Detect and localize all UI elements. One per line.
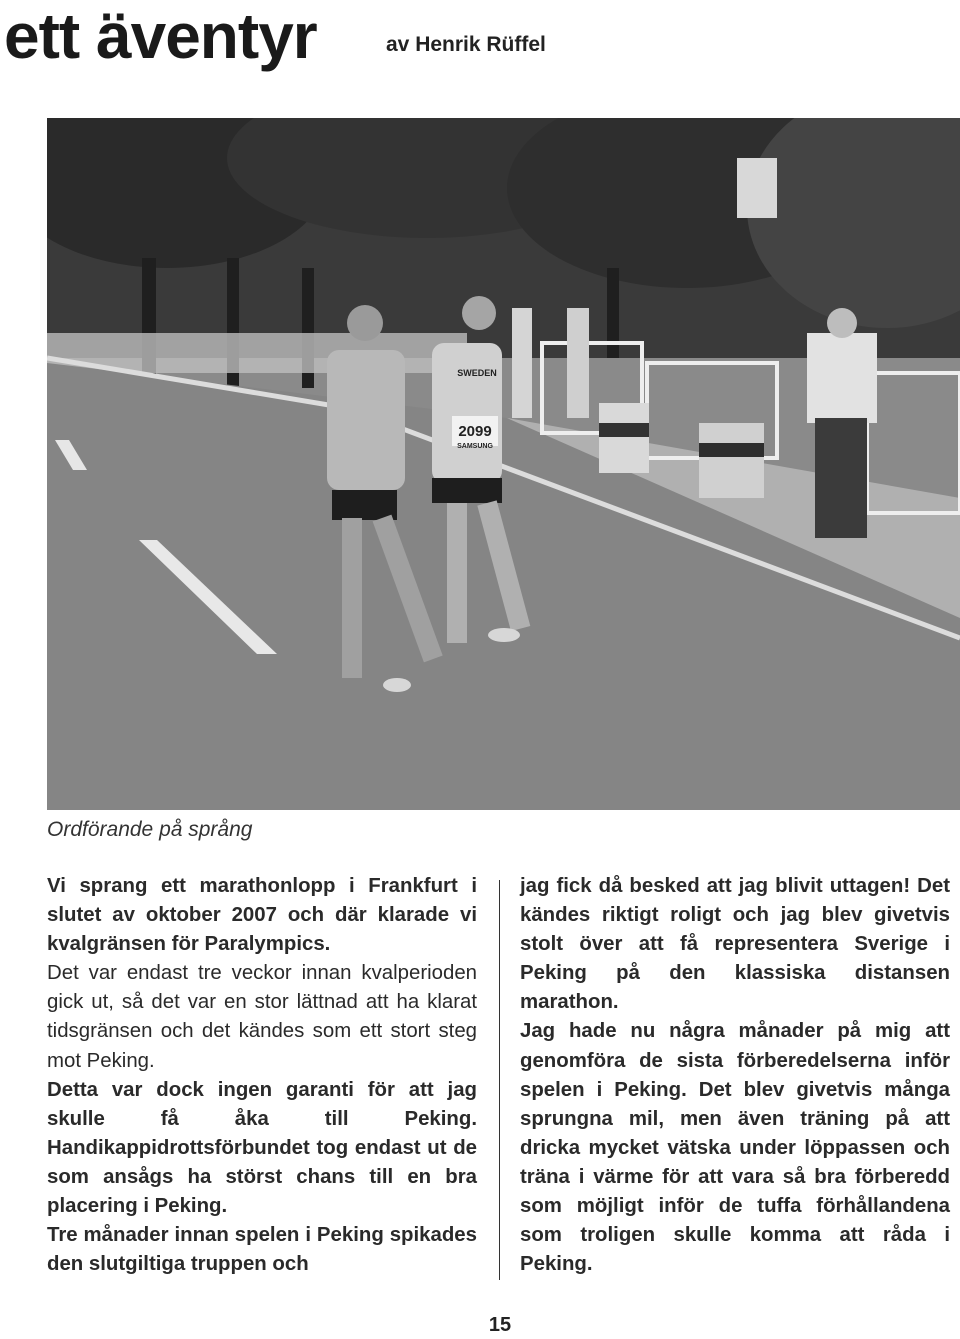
author-byline: av Henrik Rüffel (386, 33, 546, 56)
article-column-right (520, 872, 950, 1279)
article-headline: ett äventyr (4, 0, 317, 72)
article-column-left (47, 872, 477, 1279)
paragraph: Vi sprang ett marathonlopp i Frankfurt i slutet av oktober 2007 och där klarade vi kvalgränsen för Paralympics. (47, 875, 477, 956)
photo-caption: Ordförande på språng (47, 818, 253, 841)
paragraph: Detta var dock ingen garanti för att jag skulle få åka till Peking. Handikappidrottsförbundet tog endast ut de som ansågs ha störst chans till en bra placering i Peking. (47, 1078, 477, 1218)
vest-text: SWEDEN (457, 368, 497, 378)
paragraph: Det var endast tre veckor innan kvalperioden gick ut, så det var en stor lättnad att ha klarat tidsgränsen och det kändes som ett stort steg mot Peking. (47, 962, 477, 1072)
article-photo (47, 118, 960, 810)
paragraph: Tre månader innan spelen i Peking spikades den slutgiltiga truppen och (47, 1224, 477, 1276)
paragraph: jag fick då besked att jag blivit uttagen! Det kändes riktigt roligt och jag blev givetvis stolt över att få representera Sverige i Peking på den klassiska distansen marathon. (520, 875, 950, 1014)
bib-number: 2099 (458, 423, 492, 440)
paragraph: Jag hade nu några månader på mig att genomföra de sista förberedelserna inför spelen i Peking. Det blev givetvis många sprungna mil, men även träning på att dricka mycket vätska under löppassen och träna i värme för att vara så bra förberedd som möjligt inför de tuffa förhållandena som troligen skulle komma att råda i Peking. (520, 1020, 950, 1276)
column-divider (499, 880, 500, 1280)
sponsor-text: SAMSUNG (457, 443, 493, 450)
runners-photo-icon (47, 118, 960, 810)
page-number: 15 (488, 1314, 512, 1336)
